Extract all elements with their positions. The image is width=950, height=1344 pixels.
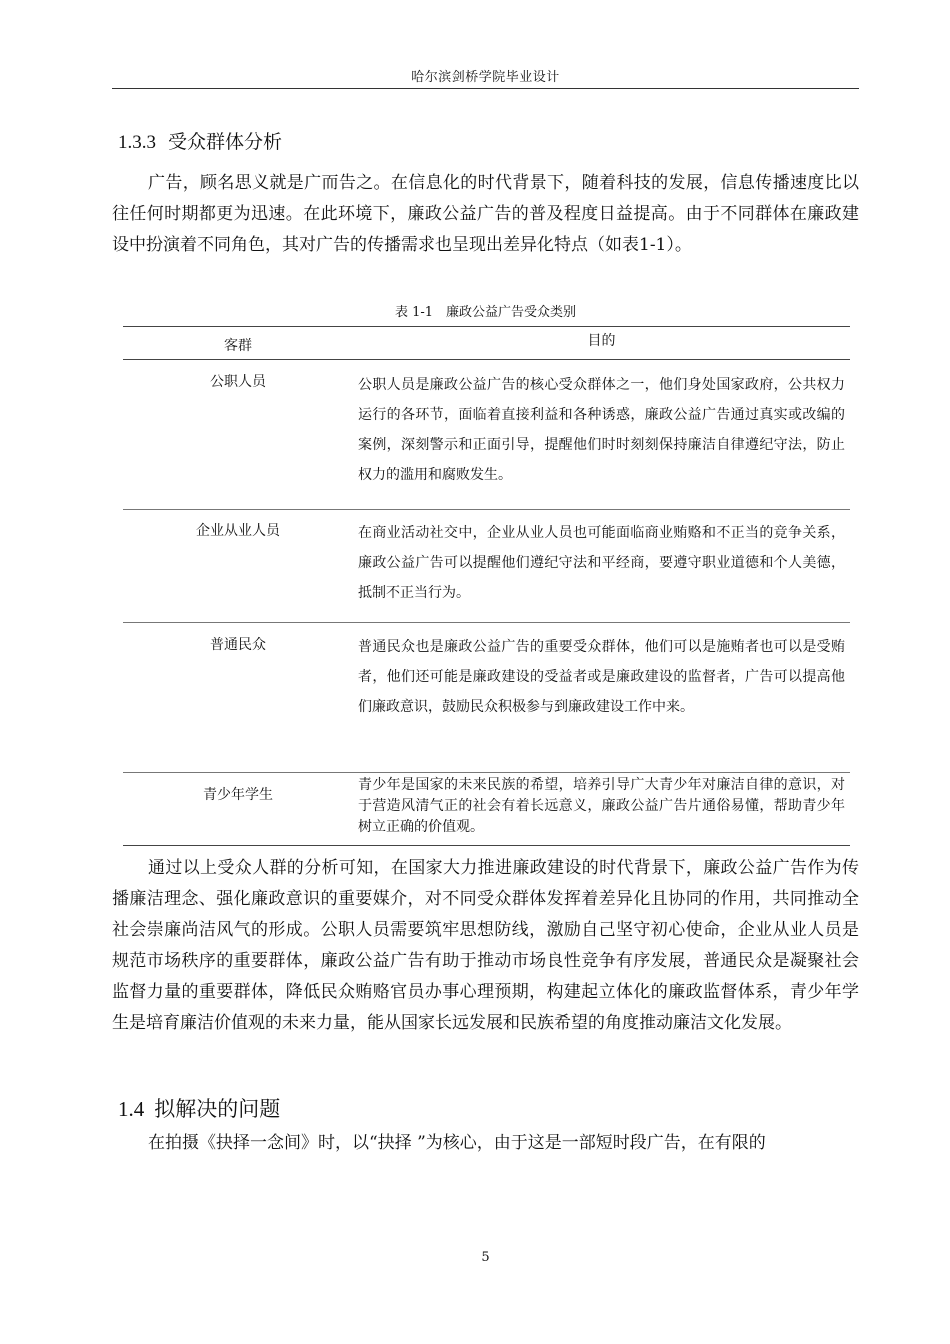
section-number: 1.4 <box>118 1097 145 1121</box>
table-cell-group: 普通民众 <box>210 637 266 653</box>
table-cell-group: 企业从业人员 <box>196 523 280 539</box>
table-row-rule <box>123 622 850 623</box>
section-title: 受众群体分析 <box>168 131 283 153</box>
section-heading-1-4 <box>118 1093 280 1123</box>
table-cell-purpose: 在商业活动社交中，企业从业人员也可能面临商业贿赂和不正当的竞争关系，廉政公益广告可以提醒他们遵纪守法和平经商，要遵守职业道德和个人美德，抵制不正当行为。 <box>358 525 845 601</box>
table-cell-purpose: 普通民众也是廉政公益广告的重要受众群体，他们可以是施贿者也可以是受贿者，他们还可能是廉政建设的受益者或是廉政建设的监督者，广告可以提高他们廉政意识，鼓励民众积极参与到廉政建设工作中来。 <box>358 639 845 715</box>
table-header-purpose: 目的 <box>587 333 616 349</box>
page-number: 5 <box>481 1250 490 1265</box>
table-cell-group: 公职人员 <box>210 374 266 390</box>
table-cell-group: 青少年学生 <box>203 787 273 803</box>
section-title: 拟解决的问题 <box>154 1097 281 1121</box>
table-bottom-rule <box>123 845 850 846</box>
table-caption: 表 1-1 廉政公益广告受众类别 <box>394 305 577 320</box>
summary-paragraph: 通过以上受众人群的分析可知，在国家大力推进廉政建设的时代背景下，廉政公益广告作为传播廉洁理念、强化廉政意识的重要媒介，对不同受众群体发挥着差异化且协同的作用，共同推动全社会崇廉尚洁风气的形成。公职人员需要筑牢思想防线，激励自己坚守初心使命，企业从业人员是规范市场秩序的重要群体，廉政公益广告有助于推动市场良性竞争有序发展，普通民众是凝聚社会监督力量的重要群体，降低民众贿赂官员办事心理预期，构建起立体化的廉政监督体系，青少年学生是培育廉洁价值观的未来力量，能从国家长远发展和民族希望的角度推动廉洁文化发展。 <box>112 858 859 1033</box>
table-cell-purpose: 公职人员是廉政公益广告的核心受众群体之一，他们身处国家政府，公共权力运行的各环节，面临着直接利益和各种诱惑，廉政公益广告通过真实或改编的案例，深刻警示和正面引导，提醒他们时时刻刻保持廉洁自律遵纪守法，防止权力的滥用和腐败发生。 <box>358 377 845 483</box>
table-row-rule <box>123 509 850 510</box>
table-row-rule <box>123 772 850 773</box>
table-header-group: 客群 <box>224 338 252 354</box>
closing-paragraph: 在拍摄《抉择一念间》时，以“抉择 ”为核心，由于这是一部短时段广告，在有限的 <box>148 1133 766 1153</box>
table-top-rule <box>123 326 850 327</box>
table-cell-purpose: 青少年是国家的未来民族的希望，培养引导广大青少年对廉洁自律的意识，对于营造风清气正的社会有着长远意义，廉政公益广告片通俗易懂，帮助青少年树立正确的价值观。 <box>358 777 845 835</box>
section-number: 1.3.3 <box>118 132 156 153</box>
running-header: 哈尔滨剑桥学院毕业设计 <box>411 70 560 85</box>
intro-paragraph: 广告，顾名思义就是广而告之。在信息化的时代背景下，随着科技的发展，信息传播速度比以往任何时期都更为迅速。在此环境下，廉政公益广告的普及程度日益提高。由于不同群体在廉政建设中扮演着不同角色，其对广告的传播需求也呈现出差异化特点（如表1-1）。 <box>112 173 859 255</box>
header-rule <box>112 88 859 89</box>
table-header-rule <box>123 359 850 360</box>
section-heading-1-3-3 <box>118 127 282 154</box>
